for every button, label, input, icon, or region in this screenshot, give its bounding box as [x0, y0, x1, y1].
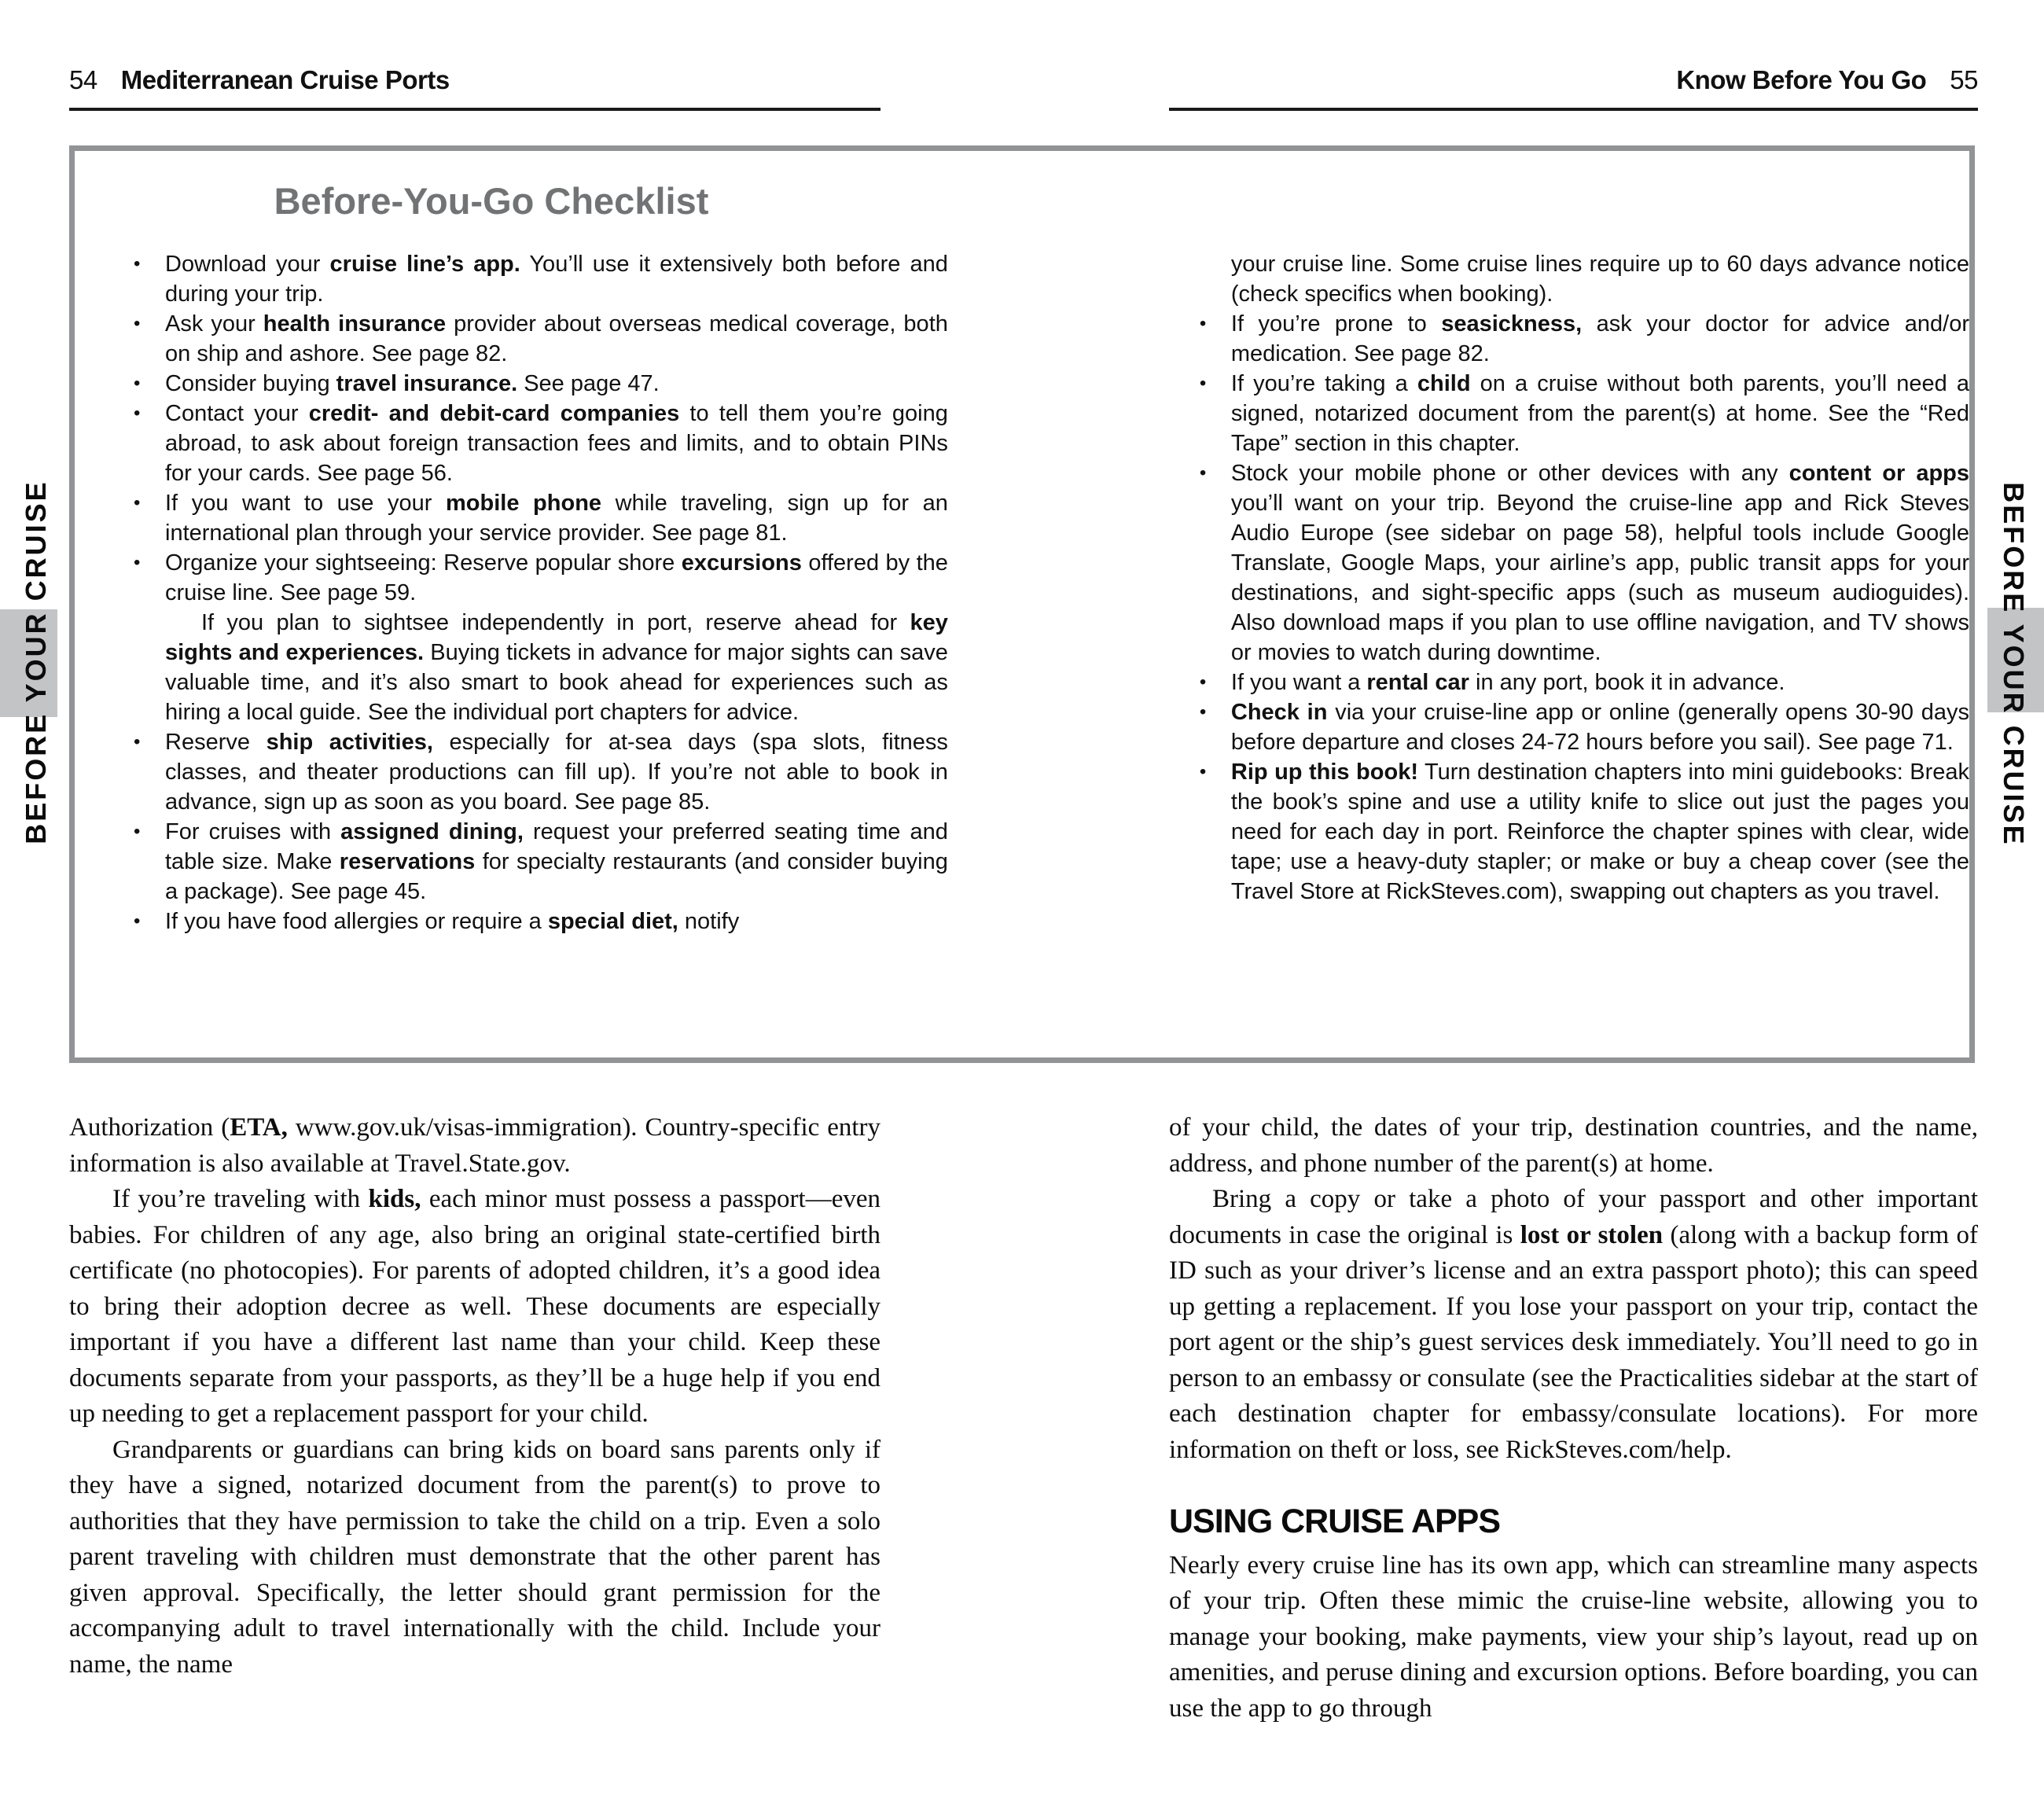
- checklist-item-text: Contact your credit- and debit-card companies to tell them you’re going abroad, to ask about foreign transaction fees and limits, and to obtain PINs for your cards. See page 56.: [165, 401, 948, 486]
- paragraph: of your child, the dates of your trip, destination countries, and the name, address, and phone number of the parent(s) at home.: [1169, 1113, 1978, 1178]
- checklist-right-list: [1198, 309, 1969, 907]
- checklist-item: [132, 249, 948, 309]
- checklist-left-list: [132, 249, 948, 936]
- checklist-item: [132, 399, 948, 488]
- checklist-columns: [75, 249, 1969, 936]
- section-paragraphs: [1169, 1548, 1978, 1727]
- checklist-right-column: [1198, 249, 1969, 907]
- checklist-item: [1198, 668, 1969, 697]
- header-rule-left: [69, 108, 880, 111]
- paragraph: If you’re traveling with kids, each minor must possess a passport—even babies. For children of any age, also bring an original state-certified birth certificate (no photocopies). For parents of adopted children, it’s a good idea to bring their adoption decree as well. These documents are especially important if you have a different last name than your child. Keep these documents separate from your passports, as they’ll be a huge help if you end up needing to get a replacement passport for your child.: [69, 1185, 880, 1428]
- checklist-item: [1198, 757, 1969, 907]
- checklist-item: [132, 907, 948, 936]
- checklist-title: Before-You-Go Checklist: [274, 180, 709, 222]
- checklist-item-text: Stock your mobile phone or other devices with any content or apps you’ll want on your trip. Beyond the cruise-line app and Rick Steves Audio Europe (see sidebar on page 58), helpful tools include Google Translate, Google Maps, your airline’s app, public transit apps for your destinations, and sight-specific apps (such as museum audioguides). Also download maps if you plan to use offline navigation, and TV shows or movies to watch during downtime.: [1230, 461, 1970, 665]
- checklist-continuation: your cruise line. Some cruise lines require up to 60 days advance notice (check specifics when booking).: [1230, 252, 1969, 307]
- header-left: [69, 66, 880, 94]
- checklist-item-text: Reserve ship activities, especially for at-sea days (spa slots, fitness classes, and theater productions can fill up). If you’re not able to book in advance, sign up as soon as you board. See page 85.: [165, 730, 948, 815]
- checklist-item-text: If you’re taking a child on a cruise without both parents, you’ll need a signed, notarized document from the parent(s) at home. See the “Red Tape” section in this chapter.: [1230, 371, 1969, 456]
- checklist-item-text: If you want to use your mobile phone while traveling, sign up for an international plan through your service provider. See page 81.: [165, 491, 948, 546]
- paragraph: Nearly every cruise line has its own app, which can streamline many aspects of your trip. Often these mimic the cruise-line website, allowing you to manage your booking, make payments, view your ship’s layout, read up on amenities, and peruse dining and excursion options. Before boarding, you can use the app to go through: [1169, 1550, 1978, 1723]
- checklist-left-column: [132, 249, 948, 936]
- header-right: [1169, 66, 1978, 94]
- page-number-left: 54: [69, 65, 97, 94]
- book-title: Mediterranean Cruise Ports: [120, 65, 450, 94]
- body-left-column: [69, 1110, 880, 1683]
- checklist-item: [132, 309, 948, 369]
- checklist-item-text: Check in via your cruise-line app or online (generally opens 30-90 days before departure and closes 24-72 hours before you sail). See page 71.: [1230, 700, 1969, 755]
- checklist-item-text: If you have food allergies or require a special diet, notify: [165, 909, 740, 934]
- checklist-item-text: If you want a rental car in any port, book it in advance.: [1230, 670, 1785, 695]
- checklist-item-text: Rip up this book! Turn destination chapters into mini guidebooks: Break the book’s spine and use a utility knife to slice out just the pages you need for each day in port. Reinforce the chapter spines with clear, wide tape; use a heavy-duty stapler; or make or buy a cheap cover (see the Travel Store at RickSteves.com), swapping out chapters as you travel.: [1230, 760, 1969, 904]
- checklist-item-text: Consider buying travel insurance. See page 47.: [165, 371, 660, 396]
- checklist-item-subparagraph: If you plan to sightsee independently in port, reserve ahead for key sights and experiences. Buying tickets in advance for major sights can save valuable time, and it’s also smart to book ahead for experiences such as hiring a local guide. See the individual port chapters for advice.: [165, 610, 948, 725]
- checklist-item: [132, 727, 948, 817]
- checklist-box: [69, 145, 1975, 1063]
- section-heading-using-cruise-apps: USING CRUISE APPS: [1169, 1503, 1501, 1540]
- checklist-item: [1198, 369, 1969, 458]
- side-tab-label-left: BEFORE YOUR CRUISE: [20, 480, 52, 844]
- paragraph: Authorization (ETA, www.gov.uk/visas-immigration). Country-specific entry information is also available at Travel.State.gov.: [69, 1113, 880, 1178]
- paragraph: Bring a copy or take a photo of your passport and other important documents in case the original is lost or stolen (along with a backup form of ID such as your driver’s license and an extra passport photo); this can speed up getting a replacement. If you lose your passport on your trip, contact the port agent or the ship’s guest services desk immediately. You’ll need to go in person to an embassy or consulate (see the Practicalities sidebar at the start of each destination chapter for embassy/consulate locations). For more information on theft or loss, see RickSteves.com/help.: [1169, 1185, 1978, 1464]
- chapter-title: Know Before You Go: [1676, 65, 1927, 94]
- checklist-item-text: Organize your sightseeing: Reserve popular shore excursions offered by the cruise line. See page 59.: [165, 550, 948, 605]
- checklist-item-text: Ask your health insurance provider about overseas medical coverage, both on ship and ashore. See page 82.: [165, 311, 948, 366]
- body-right-paragraphs: [1169, 1110, 1978, 1468]
- checklist-item: [1198, 458, 1969, 668]
- header-rule-right: [1169, 108, 1978, 111]
- page-number-right: 55: [1950, 65, 1978, 94]
- checklist-item: [132, 488, 948, 548]
- body-left-paragraphs: [69, 1110, 880, 1683]
- checklist-item: [132, 369, 948, 399]
- checklist-item: [1198, 697, 1969, 757]
- checklist-item: [1198, 309, 1969, 369]
- checklist-item-text: If you’re prone to seasickness, ask your doctor for advice and/or medication. See page 82.: [1230, 311, 1969, 366]
- body-right-column: [1169, 1110, 1978, 1727]
- paragraph: Grandparents or guardians can bring kids on board sans parents only if they have a signed, notarized document from the parent(s) to prove to authorities that they have permission to take the child on a trip. Even a solo parent traveling with children must demonstrate that the other parent has given approval. Specifically, the letter should grant permission for the accompanying adult to travel internationally with the child. Include your name, the name: [69, 1435, 880, 1679]
- checklist-item: [132, 548, 948, 727]
- checklist-item-text: For cruises with assigned dining, request your preferred seating time and table size. Make reservations for specialty restaurants (and consider buying a package). See page 45.: [165, 819, 948, 904]
- checklist-item-text: Download your cruise line’s app. You’ll use it extensively both before and during your trip.: [165, 252, 948, 307]
- checklist-item: [132, 817, 948, 907]
- side-tab-label-right: BEFORE YOUR CRUISE: [1998, 482, 2030, 847]
